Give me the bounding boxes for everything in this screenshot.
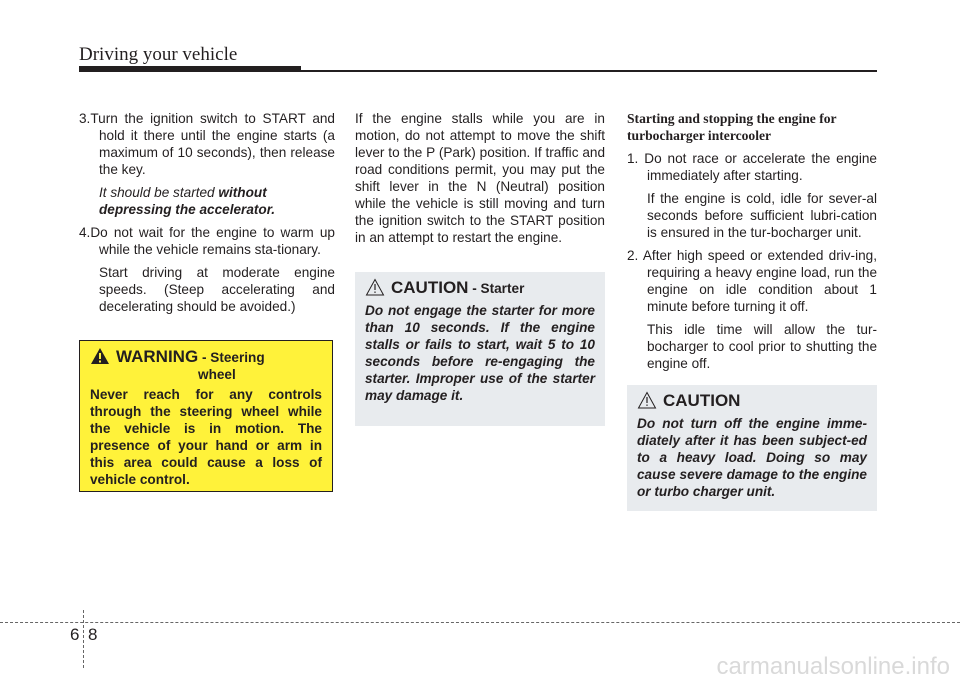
warning-box-header: [90, 347, 322, 382]
caution-triangle-icon: [637, 391, 657, 409]
warning-body: Never reach for any controls through the steering wheel while the vehicle is in motion. The presence of your hand or arm in this area could cause a loss of vehicle control.: [90, 387, 322, 487]
stall-paragraph: If the engine stalls while you are in motion, do not attempt to move the shift lever to the P (Park) position. If traffic and road conditions permit, you may put the shift lever in the N (Neutral) position while the vehicle is still moving and turn the ignition switch to the START position in an attempt to restart the engine.: [355, 111, 605, 245]
warning-box-steering-wheel: [79, 340, 333, 492]
caution-turbo-title: CAUTION: [663, 391, 741, 410]
turbo-section-heading: Starting and stopping the engine for turbocharger intercooler: [627, 111, 837, 143]
warning-title: WARNING: [116, 347, 199, 366]
turbo-step-1-detail: If the engine is cold, idle for sever-al seconds before sufficient lubri-cation is ensured in the tur-bocharger unit.: [647, 191, 877, 240]
caution-starter-header: [365, 278, 595, 298]
warning-triangle-icon: [90, 347, 110, 365]
caution-starter-title: CAUTION: [391, 278, 469, 297]
step-3-note-plain: It should be started: [99, 185, 219, 200]
header-rule-thin: [79, 70, 877, 72]
footer-vertical-rule: [83, 610, 84, 668]
chapter-number: 6: [70, 625, 80, 644]
step-3-note: [79, 184, 335, 218]
watermark: carmanualsonline.info: [716, 653, 950, 680]
turbo-step-1: 1. Do not race or accelerate the engine immediately after starting.: [627, 151, 877, 183]
caution-turbo-header: [637, 391, 867, 411]
caution-triangle-icon: [365, 278, 385, 296]
warning-subtitle-1: - Steering: [198, 350, 265, 365]
caution-starter-subtitle: - Starter: [468, 281, 525, 296]
step-4-text: 4.Do not wait for the engine to warm up while the vehicle remains sta-tionary.: [79, 225, 335, 257]
warning-box-title-group: [116, 347, 265, 382]
caution-box-turbo: [627, 385, 877, 511]
page-number: 8: [88, 625, 98, 644]
step-3-text: 3.Turn the ignition switch to START and hold it there until the engine starts (a maximum of 10 seconds), then release the key.: [79, 111, 335, 177]
caution-box-starter: [355, 272, 605, 426]
warning-subtitle-2: wheel: [198, 367, 236, 382]
column-left: [79, 110, 335, 321]
caution-starter-body: Do not engage the starter for more than 10 seconds. If the engine stalls or fails to start, wait 5 to 10 seconds before re-engaging the starter. Improper use of the starter may damage it.: [365, 303, 595, 403]
column-right: [627, 110, 877, 378]
caution-turbo-body: Do not turn off the engine imme-diately after it has been subject-ed to a heavy load. Doing so may cause severe damage to the engine or turbo charger unit.: [637, 416, 867, 499]
column-middle: [355, 110, 605, 246]
step-4-detail: Start driving at moderate engine speeds. (Steep accelerating and decelerating should be avoided.): [99, 265, 335, 314]
turbo-step-2-detail: This idle time will allow the tur-bocharger to cool prior to shutting the engine off.: [647, 322, 877, 371]
step-3-note-bold: without depressing the accelerator.: [99, 185, 276, 217]
page-header-title: Driving your vehicle: [79, 44, 238, 65]
footer-dashed-rule: [0, 622, 960, 623]
turbo-step-2: 2. After high speed or extended driv-ing, requiring a heavy engine load, run the engine on idle condition about 1 minute before turning it off.: [627, 248, 877, 314]
